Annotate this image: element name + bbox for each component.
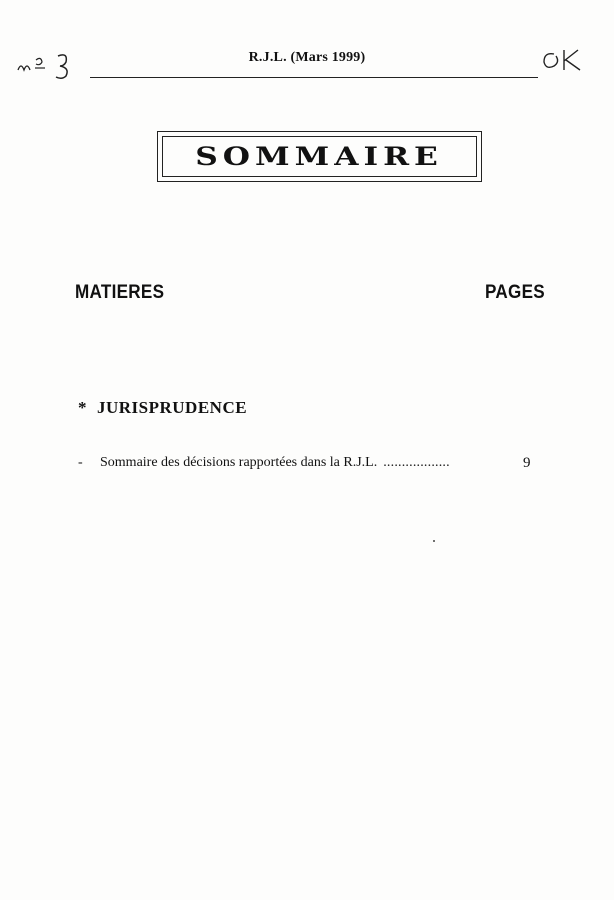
section-heading	[78, 398, 247, 418]
column-heading-pages: PAGES	[485, 282, 545, 303]
section-title: JURISPRUDENCE	[97, 398, 248, 417]
entry-label: Sommaire des décisions rapportées dans la R.J.L.	[100, 455, 378, 470]
sommaire-banner-inner	[162, 136, 477, 177]
toc-entry	[78, 455, 538, 471]
scan-speck	[433, 540, 435, 542]
journal-header: R.J.L. (Mars 1999)	[248, 50, 366, 65]
entry-page-number: 9	[523, 455, 531, 471]
section-marker: *	[78, 398, 87, 417]
entry-leader-dots: ..................	[383, 455, 450, 470]
sommaire-title: SOMMAIRE	[195, 142, 444, 171]
sommaire-banner	[157, 131, 482, 182]
column-heading-matieres: MATIERES	[75, 282, 165, 303]
header-divider	[90, 77, 538, 78]
entry-dash: -	[78, 455, 83, 470]
